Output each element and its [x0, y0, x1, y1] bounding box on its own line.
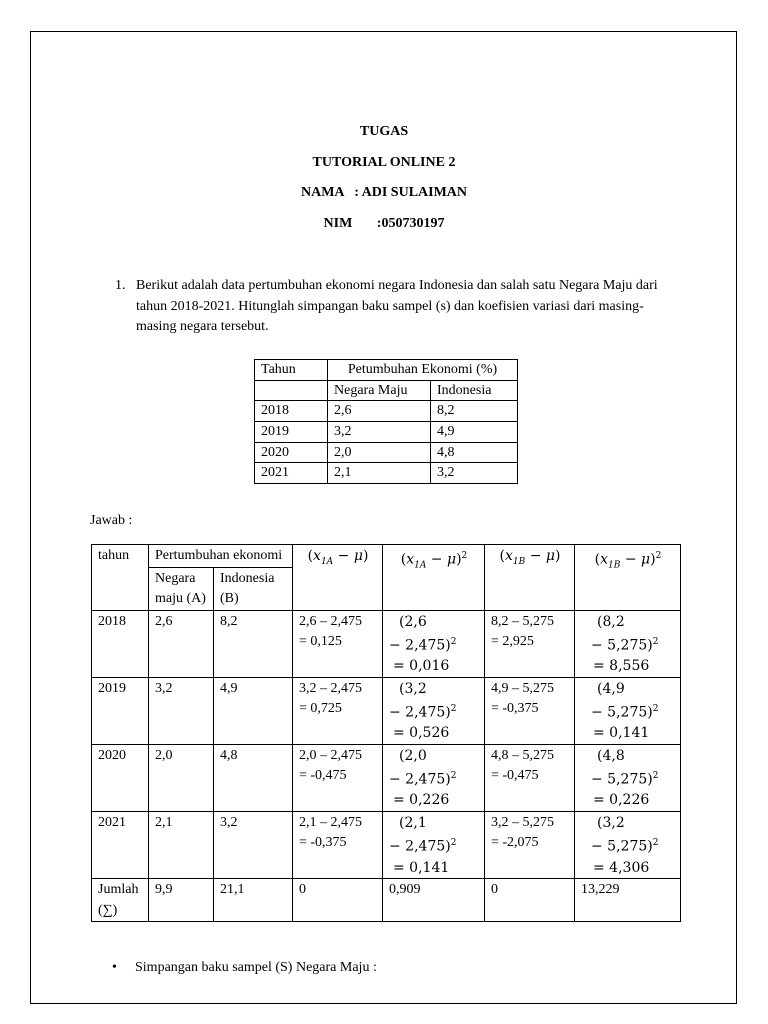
cell-total-a: 9,9	[149, 879, 214, 922]
nim-line	[0, 216, 768, 232]
calc-header-sq-a: $(x_{1A} - \mu)^2$	[383, 545, 485, 611]
header-negara-maju: Negara Maju	[328, 380, 431, 401]
cell-sq-a: (2,6 − 2,475)$^2$ = 0,016	[383, 610, 485, 677]
diff-line: 3,2 – 5,275	[491, 814, 554, 830]
table-row	[92, 677, 681, 744]
sq-line-2: − 2,475)	[389, 704, 451, 721]
diff-result: = -2,075	[491, 835, 539, 851]
diff-line: 8,2 – 5,275	[491, 613, 554, 629]
table-row	[92, 811, 681, 878]
diff-result: = -0,475	[299, 768, 347, 784]
jawab-label: Jawab :	[90, 513, 133, 528]
doc-subtitle: TUTORIAL ONLINE 2	[312, 155, 456, 170]
calc-header-diff-a: $(x_{1A} - \mu)$	[293, 545, 383, 611]
cell-total-diff-a: 0	[293, 879, 383, 922]
sq-line-1: (2,1	[399, 814, 427, 831]
question-text: Berikut adalah data pertumbuhan ekonomi negara Indonesia dan salah satu Negara Maju dari tahun 2018-2021. Hitunglah simpangan baku sampel (s) dan koefisien variasi dari masing-masing negara tersebut.	[136, 278, 658, 334]
sq-line-2: − 5,275)	[591, 704, 653, 721]
question-1	[115, 276, 675, 338]
diff-line: 4,8 – 5,275	[491, 747, 554, 763]
calc-header-diff-b: $(x_{1B} - \mu)$	[485, 545, 575, 611]
calc-header-growth: Pertumbuhan ekonomi	[149, 545, 293, 568]
question-number: 1.	[115, 278, 126, 293]
diff-result: = 0,125	[299, 634, 342, 649]
sq-line-2: − 5,275)	[591, 637, 653, 654]
table-row	[92, 744, 681, 811]
cell-diff-b	[485, 744, 575, 811]
sq-line-2: − 2,475)	[389, 839, 451, 856]
doc-title: TUGAS	[359, 124, 409, 139]
cell-tahun: 2021	[255, 463, 328, 484]
table-row	[255, 442, 518, 463]
header-blank	[255, 380, 328, 401]
sq-line-2: − 5,275)	[591, 771, 653, 788]
table-row	[255, 463, 518, 484]
bullet-marker: •	[112, 960, 117, 975]
sq-line-1: (8,2	[597, 613, 625, 630]
name-line	[0, 185, 768, 201]
cell-diff-a	[293, 610, 383, 677]
cell-sq-a: (2,1 − 2,475)$^2$ = 0,141	[383, 811, 485, 878]
cell-diff-b	[485, 610, 575, 677]
sq-result: = 8,556	[593, 658, 650, 675]
diff-line: 2,0 – 2,475	[299, 747, 362, 763]
diff-line: 4,9 – 5,275	[491, 680, 554, 696]
sq-line-1: (4,8	[597, 747, 625, 764]
cell-tahun: 2018	[255, 401, 328, 422]
cell-sq-b: (3,2 − 5,275)$^2$ = 4,306	[575, 811, 681, 878]
table-subheader-row	[255, 380, 518, 401]
cell-indonesia: 4,9	[431, 422, 518, 443]
cell-diff-b	[485, 677, 575, 744]
sq-line-2: − 2,475)	[389, 637, 451, 654]
cell-sq-b: (8,2 − 5,275)$^2$ = 8,556	[575, 610, 681, 677]
sq-result: = 0,141	[593, 725, 650, 742]
cell-total-diff-b: 0	[485, 879, 575, 922]
sq-line-1: (3,2	[597, 814, 625, 831]
cell-b: 4,9	[214, 677, 293, 744]
sq-line-1: (2,0	[399, 747, 427, 764]
cell-maju: 2,0	[328, 442, 431, 463]
sq-result: = 0,141	[393, 859, 450, 876]
diff-line: 3,2 – 2,475	[299, 680, 362, 696]
cell-tahun: 2019	[255, 422, 328, 443]
cell-total-sq-b: 13,229	[575, 879, 681, 922]
cell-total-sq-a: 0,909	[383, 879, 485, 922]
cell-maju: 2,1	[328, 463, 431, 484]
growth-data-table	[254, 359, 518, 484]
cell-diff-b	[485, 811, 575, 878]
cell-sq-a: (2,0 − 2,475)$^2$ = 0,226	[383, 744, 485, 811]
total-row	[92, 879, 681, 922]
diff-result: = -0,375	[491, 701, 539, 717]
cell-a: 2,6	[149, 610, 214, 677]
bullet-item	[112, 960, 377, 976]
sq-line-2: − 2,475)	[389, 771, 451, 788]
cell-sq-b: (4,9 − 5,275)$^2$ = 0,141	[575, 677, 681, 744]
cell-diff-a	[293, 677, 383, 744]
nim-text: NIM :050730197	[323, 216, 445, 231]
calc-header-a: Negara maju (A)	[149, 567, 214, 610]
cell-a: 3,2	[149, 677, 214, 744]
cell-a: 2,0	[149, 744, 214, 811]
cell-diff-a	[293, 744, 383, 811]
diff-line: 2,6 – 2,475	[299, 613, 362, 629]
diff-line: 2,1 – 2,475	[299, 814, 362, 830]
header-tahun: Tahun	[255, 360, 328, 381]
cell-tahun: 2020	[255, 442, 328, 463]
name-text: NAMA : ADI SULAIMAN	[300, 185, 468, 200]
sq-line-2: − 5,275)	[591, 839, 653, 856]
cell-b: 8,2	[214, 610, 293, 677]
cell-tahun: 2019	[92, 677, 149, 744]
bullet-text: Simpangan baku sampel (S) Negara Maju :	[135, 960, 377, 975]
sq-result: = 4,306	[593, 859, 650, 876]
cell-b: 3,2	[214, 811, 293, 878]
cell-indonesia: 8,2	[431, 401, 518, 422]
calc-header-sq-b: $(x_{1B} - \mu)^2$	[575, 545, 681, 611]
diff-result: = -0,475	[491, 768, 539, 784]
cell-total-label: Jumlah (∑)	[92, 879, 149, 922]
sq-result: = 0,226	[593, 792, 650, 809]
calc-header-tahun: tahun	[92, 545, 149, 611]
cell-tahun: 2021	[92, 811, 149, 878]
calc-header-row	[92, 545, 681, 568]
cell-sq-a: (3,2 − 2,475)$^2$ = 0,526	[383, 677, 485, 744]
cell-a: 2,1	[149, 811, 214, 878]
sq-result: = 0,016	[393, 658, 450, 675]
sq-result: = 0,526	[393, 725, 450, 742]
sq-result: = 0,226	[393, 792, 450, 809]
diff-result: = -0,375	[299, 835, 347, 851]
diff-result: = 0,725	[299, 701, 342, 717]
table-row	[92, 610, 681, 677]
calc-table	[91, 544, 681, 922]
header-growth: Petumbuhan Ekonomi (%)	[328, 360, 518, 381]
table-row	[255, 422, 518, 443]
header-indonesia: Indonesia	[431, 380, 518, 401]
sq-line-1: (3,2	[399, 680, 427, 697]
cell-maju: 2,6	[328, 401, 431, 422]
cell-indonesia: 3,2	[431, 463, 518, 484]
cell-maju: 3,2	[328, 422, 431, 443]
cell-tahun: 2020	[92, 744, 149, 811]
cell-diff-a	[293, 811, 383, 878]
cell-sq-b: (4,8 − 5,275)$^2$ = 0,226	[575, 744, 681, 811]
cell-total-b: 21,1	[214, 879, 293, 922]
cell-tahun: 2018	[92, 610, 149, 677]
calc-header-b: Indonesia (B)	[214, 567, 293, 610]
table-header-row	[255, 360, 518, 381]
sq-line-1: (4,9	[597, 680, 625, 697]
table-row	[255, 401, 518, 422]
sq-line-1: (2,6	[399, 613, 427, 630]
cell-b: 4,8	[214, 744, 293, 811]
diff-result: = 2,925	[491, 634, 534, 649]
cell-indonesia: 4,8	[431, 442, 518, 463]
